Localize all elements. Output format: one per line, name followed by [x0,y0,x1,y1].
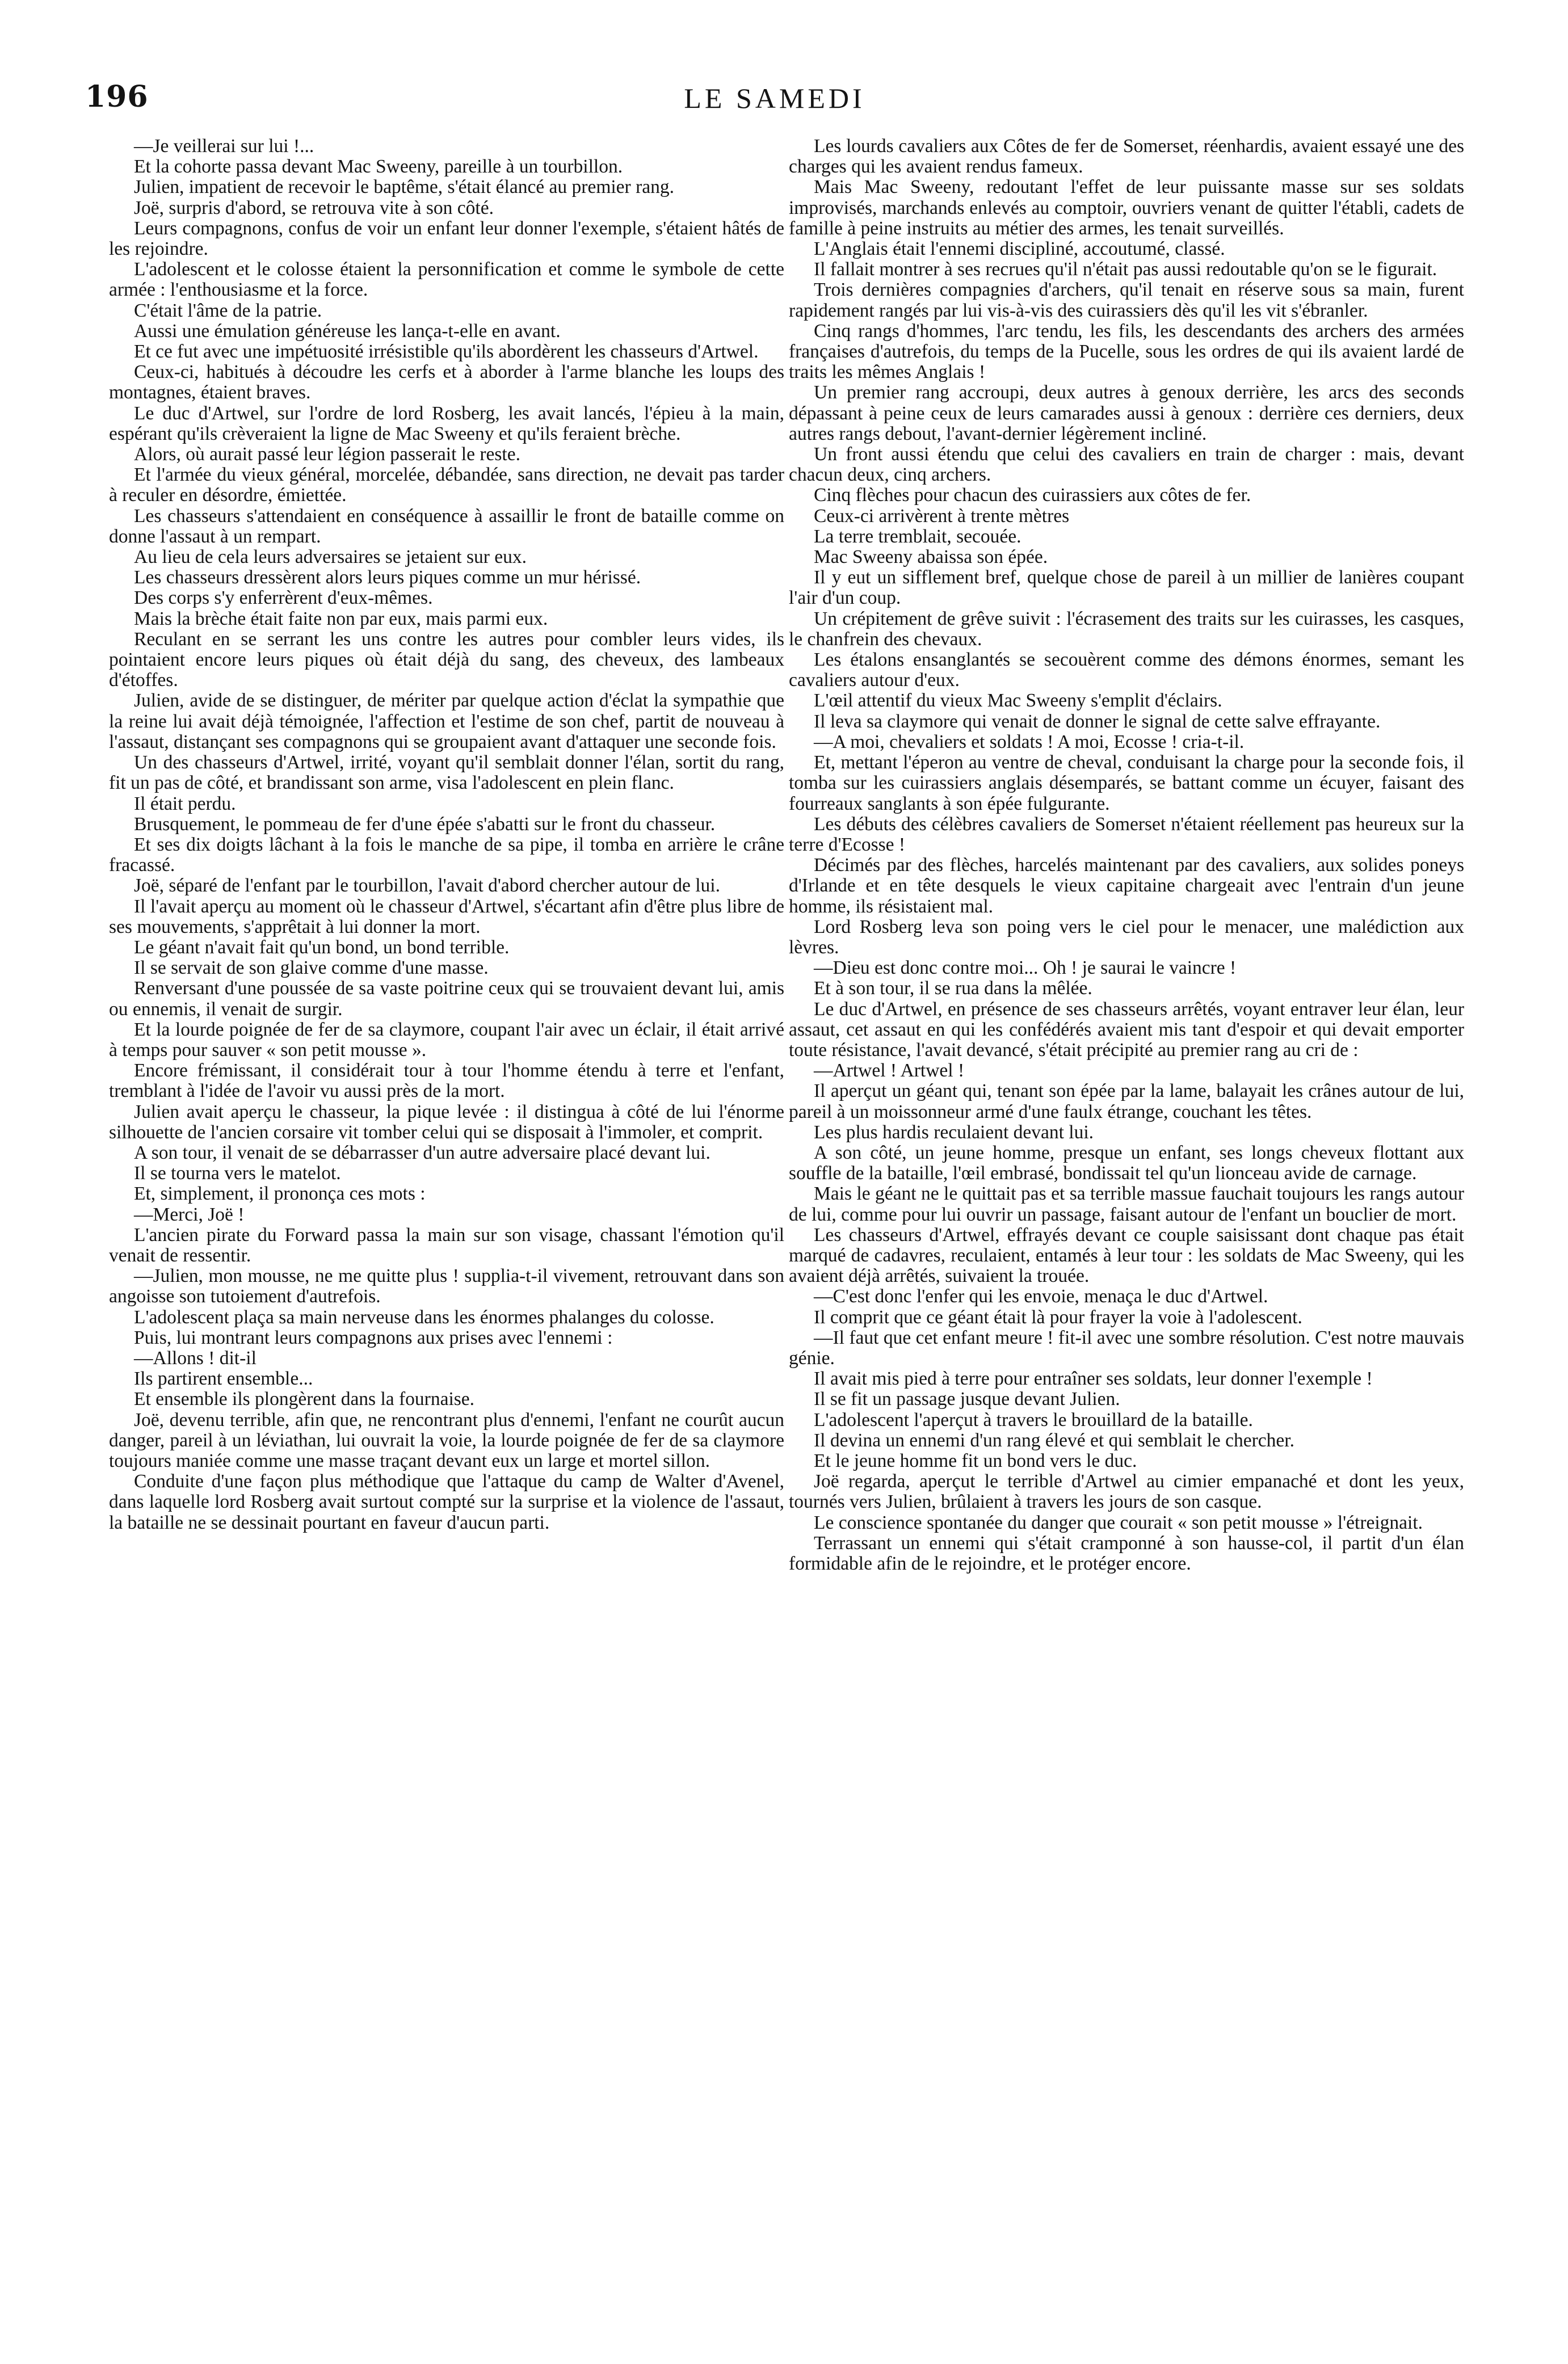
paragraph: Il était perdu. [134,793,236,814]
paragraph: L'Anglais était l'ennemi discipliné, accoutumé, classé. [814,238,1225,260]
paragraph: Les étalons ensanglantés se secouèrent comme des démons énormes, semant les cavaliers autour d'eux. [789,649,1464,691]
paragraph: Et, simplement, il prononça ces mots : [134,1183,426,1205]
paragraph: Il leva sa claymore qui venait de donner le signal de cette salve effrayante. [814,710,1381,732]
paragraph: Un front aussi étendu que celui des cavaliers en train de charger : mais, devant chacun deux, cinq archers. [789,444,1464,486]
paragraph: Cinq rangs d'hommes, l'arc tendu, les fils, les descendants des archers des armées françaises d'autrefois, du temps de la Pucelle, sous les ordres de qui ils avaient lardé de traits les mêmes Anglais ! [789,320,1464,383]
paragraph: Décimés par des flèches, harcelés maintenant par des cavaliers, aux solides poneys d'Irlande et en tête desquels le vieux capitaine chargeait avec l'entrain d'un jeune homme, ils résistaient mal. [789,855,1464,917]
paragraph: Et ses dix doigts lâchant à la fois le manche de sa pipe, il tomba en arrière le crâne fracassé. [109,834,784,876]
paragraph: Un des chasseurs d'Artwel, irrité, voyant qu'il semblait donner l'élan, sortit du rang, fit un pas de côté, et brandissant son arme, visa l'adolescent en plein flanc. [109,752,784,794]
paragraph: Cinq flèches pour chacun des cuirassiers aux côtes de fer. [814,485,1251,506]
paragraph: —Julien, mon mousse, ne me quitte plus ! supplia-t-il vivement, retrouvant dans son angoisse son tutoiement d'autrefois. [109,1265,784,1307]
paragraph: —Artwel ! Artwel ! [814,1060,965,1082]
paragraph: L'ancien pirate du Forward passa la main sur son visage, chassant l'émotion qu'il venait de ressentir. [109,1224,784,1266]
paragraph: Il comprit que ce géant était là pour frayer la voie à l'adolescent. [814,1306,1302,1328]
paragraph: —A moi, chevaliers et soldats ! A moi, Ecosse ! cria-t-il. [814,731,1245,752]
paragraph: Les chasseurs d'Artwel, effrayés devant ce couple saisissant dont chaque pas était marqué de cadavres, reculaient, entamés à leur tour : les soldats de Mac Sweeny, qui les avaient déjà arrêtés, suivaient la trouée. [789,1224,1464,1287]
paragraph: Et ensemble ils plongèrent dans la fournaise. [134,1389,475,1410]
paragraph: Un crépitement de grêve suivit : l'écrasement des traits sur les cuirasses, les casques, le chanfrein des chevaux. [789,608,1464,650]
paragraph: Il fallait montrer à ses recrues qu'il n'était pas aussi redoutable qu'on se le figurait. [814,259,1437,280]
paragraph: Mac Sweeny abaissa son épée. [814,546,1048,568]
paragraph: La terre tremblait, secouée. [814,525,1021,547]
right-text-column [789,136,1464,2247]
paragraph: Ceux-ci arrivèrent à trente mètres [814,505,1070,527]
paragraph: Aussi une émulation généreuse les lança-t-elle en avant. [134,320,561,342]
paragraph: Mais le géant ne le quittait pas et sa terrible massue fauchait toujours les rangs autour de lui, comme pour lui ouvrir un passage, faisant autour de l'enfant un bouclier de mort. [789,1183,1464,1225]
paragraph: Terrassant un ennemi qui s'était cramponné à son hausse-col, il partit d'un élan formidable afin de le rejoindre, et le protéger encore. [789,1532,1464,1575]
paragraph: Et le jeune homme fit un bond vers le duc. [814,1450,1137,1471]
paragraph: Le duc d'Artwel, en présence de ses chasseurs arrêtés, voyant entraver leur élan, leur assaut, cet assaut en qui les confédérés avaient mis tant d'espoir et qui devait emporter toute résistance, l'avait devancé, s'était précipité au premier rang au cri de : [789,998,1464,1061]
paragraph: Les chasseurs s'attendaient en conséquence à assaillir le front de bataille comme on donne l'assaut à un rempart. [109,505,784,547]
paragraph: Les débuts des célèbres cavaliers de Somerset n'étaient réellement pas heureux sur la terre d'Ecosse ! [789,813,1464,855]
paragraph: Le conscience spontanée du danger que courait « son petit mousse » l'étreignait. [814,1512,1423,1533]
paragraph: Joë, devenu terrible, afin que, ne rencontrant plus d'ennemi, l'enfant ne courût aucun danger, pareil à un léviathan, lui ouvrait la voie, la lourde poignée de fer de sa claymore toujours maniée comme une masse traçant devant eux un large et mortel sillon. [109,1409,784,1471]
paragraph: Il devina un ennemi d'un rang élevé et qui semblait le chercher. [814,1429,1294,1451]
paragraph: Il se servait de son glaive comme d'une masse. [134,957,489,979]
paragraph: Lord Rosberg leva son poing vers le ciel pour le menacer, une malédiction aux lèvres. [789,916,1464,958]
paragraph: Les lourds cavaliers aux Côtes de fer de Somerset, réenhardis, avaient essayé une des charges qui les avaient rendus fameux. [789,136,1464,178]
paragraph: —Il faut que cet enfant meure ! fit-il avec une sombre résolution. C'est notre mauvais génie. [789,1327,1464,1369]
paragraph: Julien, avide de se distinguer, de mériter par quelque action d'éclat la sympathie que la reine lui avait déjà témoignée, l'affection et l'estime de son chef, partit de nouveau à l'assaut, distançant ses compagnons qui se groupaient avant d'attaquer une seconde fois. [109,690,784,752]
paragraph: —Merci, Joë ! [134,1204,245,1225]
paragraph: Au lieu de cela leurs adversaires se jetaient sur eux. [134,546,527,568]
paragraph: Le géant n'avait fait qu'un bond, un bond terrible. [134,936,510,958]
paragraph: C'était l'âme de la patrie. [134,300,322,321]
left-text-column [109,136,784,2247]
paragraph: Julien avait aperçu le chasseur, la pique levée : il distingua à côté de lui l'énorme silhouette de l'ancien corsaire vit tomber celui qui se disposait à l'immoler, et comprit. [109,1101,784,1143]
paragraph: Les plus hardis reculaient devant lui. [814,1121,1094,1143]
paragraph: Et la lourde poignée de fer de sa claymore, coupant l'air avec un éclair, il était arrivé à temps pour sauver « son petit mousse ». [109,1019,784,1061]
paragraph: Un premier rang accroupi, deux autres à genoux derrière, les arcs des seconds dépassant à peine ceux de leurs camarades aussi à genoux : derrière ces derniers, deux autres rangs debout, l'avant-dernier légèrement incliné. [789,382,1464,444]
paragraph: —C'est donc l'enfer qui les envoie, menaça le duc d'Artwel. [814,1286,1268,1307]
paragraph: Trois dernières compagnies d'archers, qu'il tenait en réserve sous sa main, furent rapidement rangés par lui vis-à-vis des cuirassiers dès qu'il les vit s'ébranler. [789,279,1464,321]
paragraph: —Allons ! dit-il [134,1347,257,1369]
page-number: 196 [85,79,149,114]
paragraph: Et la cohorte passa devant Mac Sweeny, pareille à un tourbillon. [134,156,623,178]
paragraph: Puis, lui montrant leurs compagnons aux prises avec l'ennemi : [134,1327,613,1348]
paragraph: Il l'avait aperçu au moment où le chasseur d'Artwel, s'écartant afin d'être plus libre de ses mouvements, s'apprêtait à lui donner la mort. [109,895,784,937]
running-title: LE SAMEDI [684,82,865,114]
paragraph: A son côté, un jeune homme, presque un enfant, ses longs cheveux flottant aux souffle de la bataille, l'œil embrasé, bondissait tel qu'un lionceau avide de carnage. [789,1142,1464,1184]
paragraph: Le duc d'Artwel, sur l'ordre de lord Rosberg, les avait lancés, l'épieu à la main, espérant qu'ils crèveraient la ligne de Mac Sweeny et qu'ils feraient brèche. [109,402,784,444]
paragraph: A son tour, il venait de se débarrasser d'un autre adversaire placé devant lui. [134,1142,711,1163]
paragraph: L'œil attentif du vieux Mac Sweeny s'emplit d'éclairs. [814,690,1222,712]
paragraph: Alors, où aurait passé leur légion passerait le reste. [134,444,520,465]
paragraph: Et l'armée du vieux général, morcelée, débandée, sans direction, ne devait pas tarder à reculer en désordre, émiettée. [109,464,784,506]
paragraph: L'adolescent l'aperçut à travers le brouillard de la bataille. [814,1409,1253,1431]
paragraph: Brusquement, le pommeau de fer d'une épée s'abatti sur le front du chasseur. [134,813,716,835]
paragraph: Il avait mis pied à terre pour entraîner ses soldats, leur donner l'exemple ! [814,1368,1373,1390]
paragraph: Des corps s'y enferrèrent d'eux-mêmes. [134,587,433,609]
paragraph: Leurs compagnons, confus de voir un enfant leur donner l'exemple, s'étaient hâtés de les rejoindre. [109,217,784,260]
paragraph: L'adolescent et le colosse étaient la personnification et comme le symbole de cette armée : l'enthousiasme et la force. [109,259,784,301]
page-header [85,79,1464,125]
paragraph: Ceux-ci, habitués à découdre les cerfs et à aborder à l'arme blanche les loups des montagnes, étaient braves. [109,361,784,403]
paragraph: Il se fit un passage jusque devant Julien. [814,1389,1120,1410]
paragraph: Joë regarda, aperçut le terrible d'Artwel au cimier empanaché et dont les yeux, tournés vers Julien, brûlaient à travers les jours de son casque. [789,1471,1464,1513]
paragraph: —Je veillerai sur lui !... [134,136,314,157]
paragraph: L'adolescent plaça sa main nerveuse dans les énormes phalanges du colosse. [134,1306,714,1328]
paragraph: Conduite d'une façon plus méthodique que l'attaque du camp de Walter d'Avenel, dans laquelle lord Rosberg avait surtout compté sur la surprise et la violence de l'assaut, la bataille ne se dessinait pourtant en faveur d'aucun parti. [109,1471,784,1533]
paragraph: Renversant d'une poussée de sa vaste poitrine ceux qui se trouvaient devant lui, amis ou ennemis, il venait de surgir. [109,978,784,1020]
paragraph: Il y eut un sifflement bref, quelque chose de pareil à un millier de lanières coupant l'air d'un coup. [789,567,1464,609]
paragraph: Il se tourna vers le matelot. [134,1163,341,1184]
paragraph: Il aperçut un géant qui, tenant son épée par la lame, balayait les crânes autour de lui, pareil à un moissonneur armé d'une faulx étrange, couchant les têtes. [789,1080,1464,1122]
paragraph: Mais la brèche était faite non par eux, mais parmi eux. [134,608,548,629]
paragraph: Encore frémissant, il considérait tour à tour l'homme étendu à terre et l'enfant, tremblant à l'idée de l'avoir vu aussi près de la mort. [109,1060,784,1102]
paragraph: Joë, surpris d'abord, se retrouva vite à son côté. [134,197,494,218]
paragraph: Julien, impatient de recevoir le baptême, s'était élancé au premier rang. [134,176,674,198]
paragraph: Les chasseurs dressèrent alors leurs piques comme un mur hérissé. [134,567,641,588]
paragraph: —Dieu est donc contre moi... Oh ! je saurai le vaincre ! [814,957,1237,979]
paragraph: Et ce fut avec une impétuosité irrésistible qu'ils abordèrent les chasseurs d'Artwel. [134,341,759,363]
paragraph: Reculant en se serrant les uns contre les autres pour combler leurs vides, ils pointaient encore leurs piques où était déjà du sang, des cheveux, des lambeaux d'étoffes. [109,628,784,691]
paragraph: Mais Mac Sweeny, redoutant l'effet de leur puissante masse sur ses soldats improvisés, marchands enlevés au comptoir, ouvriers venant de quitter l'établi, cadets de famille à peine instruits au métier des armes, les tenait surveillés. [789,176,1464,239]
paragraph: Ils partirent ensemble... [134,1368,313,1390]
paragraph: Et, mettant l'éperon au ventre de cheval, conduisant la charge pour la seconde fois, il tomba sur les cuirassiers anglais désemparés, se battant comme un écuyer, faisant des fourreaux sanglants à son épée fulgurante. [789,752,1464,814]
paragraph: Joë, séparé de l'enfant par le tourbillon, l'avait d'abord chercher autour de lui. [134,875,720,897]
paragraph: Et à son tour, il se rua dans la mêlée. [814,978,1092,999]
